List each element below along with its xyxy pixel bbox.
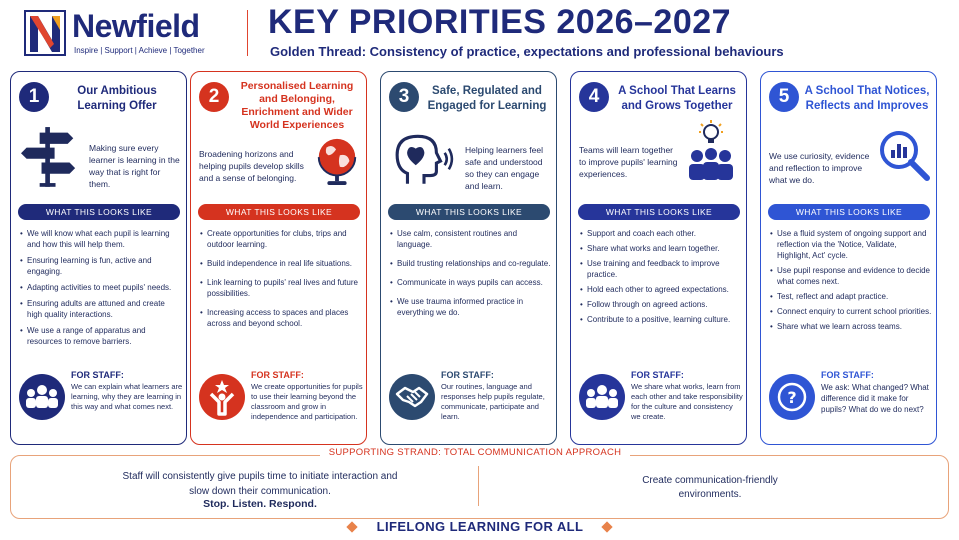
footer-diamond-right [601,521,612,532]
for-staff-heading: FOR STAFF: [441,370,494,380]
priority-card-3 [380,71,557,445]
priority-title: A School That Learns and Grows Together [618,85,736,112]
list-item: • Use a fluid system of ongoing support and reflection via the 'Notice, Validate, Highlight, Act' cycle. [770,228,932,261]
list-item: • Build trusting relationships and co-regulate. [390,258,552,269]
priority-title: Our Ambitious Learning Offer [77,85,157,112]
for-staff-text: We create opportunities for pupils to use their learning beyond the classroom and grow in independence and participation. [251,382,363,421]
logo-name: Newfield [72,8,200,44]
looks-like-band: WHAT THIS LOOKS LIKE [18,204,180,220]
priority-title: A School That Notices, Reflects and Improves [804,85,930,112]
list-item: • Adapting activities to meet pupils' needs. [20,282,182,293]
list-item: • Test, reflect and adapt practice. [770,291,932,302]
page-subtitle: Golden Thread: Consistency of practice, expectations and professional behaviours [270,44,784,59]
priority-card-2 [190,71,367,445]
list-item: • Create opportunities for clubs, trips and outdoor learning. [200,228,362,250]
priority-number: 1 [19,82,49,112]
priority-number: 4 [579,82,609,112]
priority-number: 2 [199,82,229,112]
list-item: • Share what works and learn together. [580,243,742,254]
looks-like-list [580,228,742,330]
for-staff-section [761,370,937,444]
for-staff-heading: FOR STAFF: [71,370,124,380]
strand-right-text: Create communication-friendly environments. [642,475,778,500]
list-item: • Link learning to pupils' real lives and future possibilities. [200,277,362,299]
strand-emphasis: Stop. Listen. Respond. [203,498,317,510]
for-staff-text: We ask: What changed? What difference did it make for pupils? What do we do next? [821,383,929,414]
priority-card-5 [760,71,937,445]
priority-number: 5 [769,82,799,112]
list-item: • Use pupil response and evidence to decide what comes next. [770,265,932,287]
list-item: • Connect enquiry to current school priorities. [770,306,932,317]
list-item: • Use calm, consistent routines and language. [390,228,552,250]
footer-motto: LIFELONG LEARNING FOR ALL [376,519,584,534]
logo-tagline: Inspire | Support | Achieve | Together [74,46,205,55]
looks-like-band: WHAT THIS LOOKS LIKE [578,204,740,220]
priority-title: Safe, Regulated and Engaged for Learning [427,85,547,112]
priority-intro: Helping learners feel safe and understood so they can engage and learn. [465,145,543,191]
head-heart-icon [393,130,455,188]
priority-intro: Teams will learn together to improve pupils' learning experiences. [579,145,678,179]
question-icon [769,374,815,420]
handshake-icon [389,374,435,420]
group-icon [19,374,65,420]
list-item: • Use training and feedback to improve practice. [580,258,742,280]
logo-mark-icon [24,10,66,56]
priority-title: Personalised Learning and Belonging, Enrichment and Wider World Experiences [240,80,354,131]
priority-intro: Broadening horizons and helping pupils develop skills and a sense of belonging. [199,149,304,183]
list-item: • Support and coach each other. [580,228,742,239]
looks-like-list [20,228,182,352]
header-divider [247,10,248,56]
list-item: • Ensuring adults are attuned and create high quality interactions. [20,298,182,320]
magnifier-chart-icon [877,128,933,184]
for-staff-heading: FOR STAFF: [251,370,304,380]
list-item: • Contribute to a positive, learning culture. [580,314,742,325]
globe-icon [313,132,361,190]
team-lightbulb-icon [681,120,741,186]
list-item: • Build independence in real life situations. [200,258,362,269]
signpost-icon [21,122,77,190]
group-icon [579,374,625,420]
priority-card-4 [570,71,747,445]
footer-diamond-left [346,521,357,532]
for-staff-heading: FOR STAFF: [631,370,684,380]
priority-card-1 [10,71,187,445]
looks-like-list [200,228,362,334]
looks-like-list [770,228,932,337]
priority-intro: Making sure every learner is learning in the way that is right for them. [89,143,180,189]
looks-like-band: WHAT THIS LOOKS LIKE [198,204,360,220]
for-staff-section [191,370,367,444]
looks-like-band: WHAT THIS LOOKS LIKE [768,204,930,220]
star-person-icon [199,374,245,420]
for-staff-heading: FOR STAFF: [821,370,874,380]
for-staff-text: We can explain what learners are learning, why they are learning in this way and what comes next. [71,382,183,411]
list-item: • Share what we learn across teams. [770,321,932,332]
looks-like-list [390,228,552,323]
school-logo [24,8,224,60]
page-title: KEY PRIORITIES 2026–2027 [268,3,732,41]
priority-number: 3 [389,82,419,112]
list-item: • Increasing access to spaces and places across and beyond school. [200,307,362,329]
for-staff-section [571,370,747,444]
strand-divider [478,466,479,506]
list-item: • Ensuring learning is fun, active and engaging. [20,255,182,277]
list-item: • We use a range of apparatus and resources to remove barriers. [20,325,182,347]
priority-intro: We use curiosity, evidence and reflection to improve what we do. [769,151,870,185]
for-staff-section [381,370,557,444]
list-item: • We use trauma informed practice in everything we do. [390,296,552,318]
list-item: • Communicate in ways pupils can access. [390,277,552,288]
svg-text:?: ? [787,388,797,407]
for-staff-text: We share what works, learn from each other and take responsibility for the culture and consistency we create. [631,382,743,421]
looks-like-band: WHAT THIS LOOKS LIKE [388,204,550,220]
list-item: • Hold each other to agreed expectations. [580,284,742,295]
supporting-strand-title: SUPPORTING STRAND: TOTAL COMMUNICATION APPROACH [320,447,630,458]
for-staff-section [11,370,187,444]
for-staff-text: Our routines, language and responses help pupils regulate, communicate, participate and learn. [441,382,545,421]
list-item: • We will know what each pupil is learning and how this will help them. [20,228,182,250]
list-item: • Follow through on agreed actions. [580,299,742,310]
strand-left-text: Staff will consistently give pupils time to initiate interaction and slow down their communication. [122,471,398,497]
